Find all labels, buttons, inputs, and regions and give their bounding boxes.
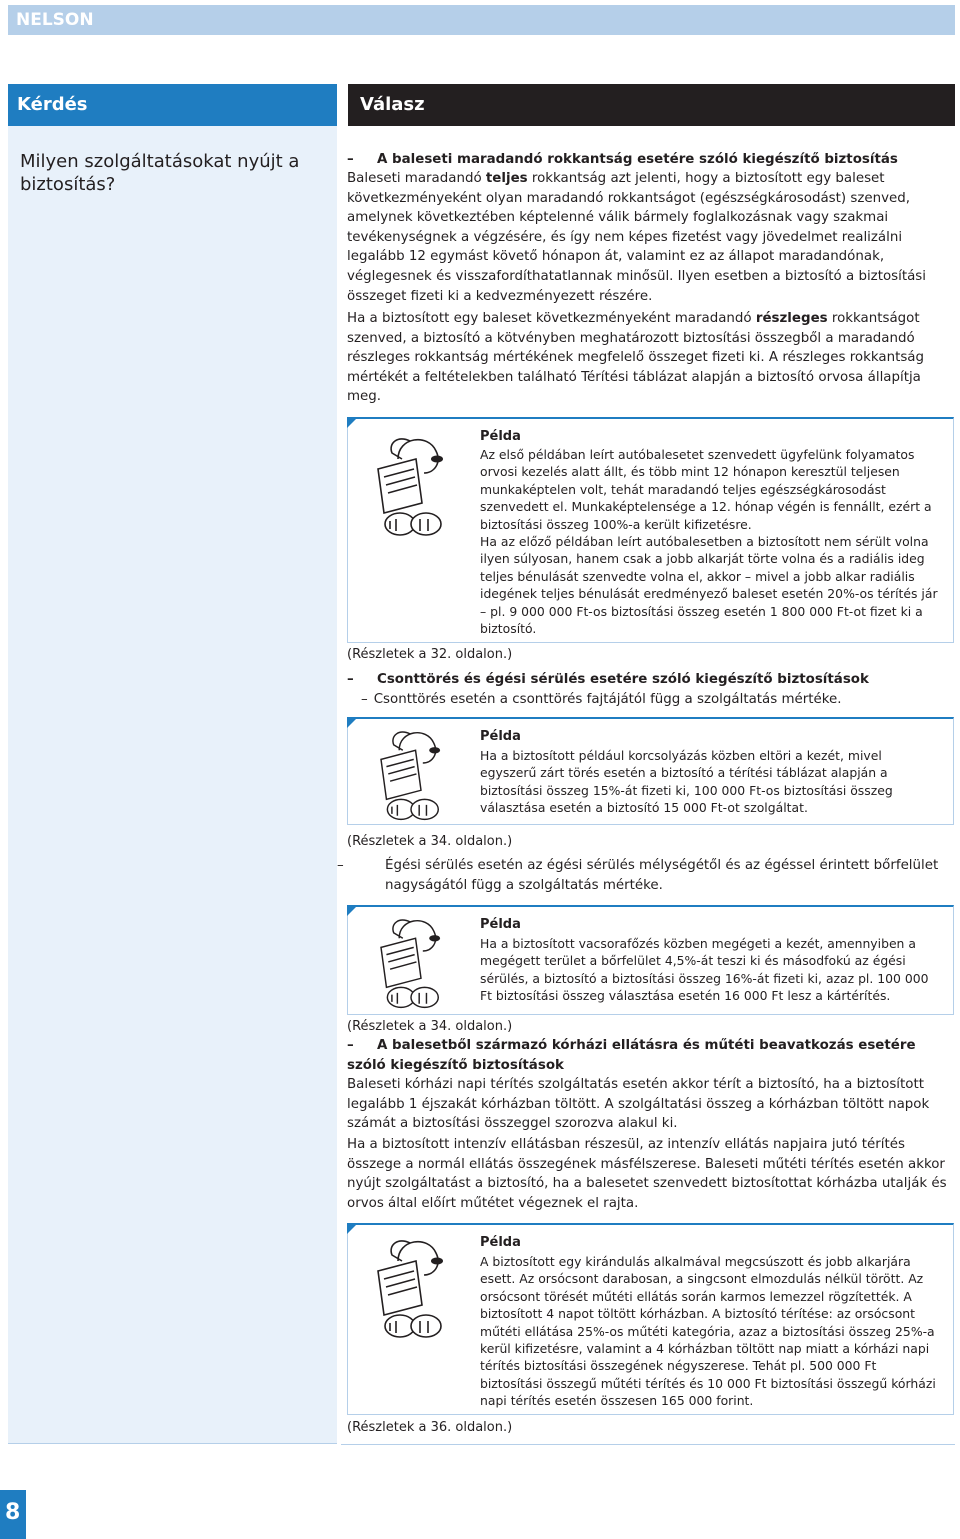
- s1p2-pre: Ha a biztosított egy baleset következményeként maradandó: [347, 311, 756, 326]
- s1p2-bold: részleges: [755, 311, 828, 326]
- section-2-subitem-2: – Égési sérülés esetén az égési sérülés mélységétől és az égéssel érintett bőrfelület nagyságától függ a szolgáltatás mértéke.: [337, 858, 939, 893]
- example-box-3: [347, 905, 954, 1015]
- section-3-title: – A balesetből származó kórházi ellátásra és műtéti beavatkozás esetére szóló kiegészítő biztosítások: [347, 1038, 916, 1073]
- example-2-reference: (Részletek a 34. oldalon.): [347, 834, 513, 849]
- corner-marker-icon: [347, 1223, 358, 1234]
- s1p1-post: rokkantság azt jelenti, hogy a biztosított egy baleset következményeként olyan maradandó rokkantságot (egészségkárosodást) szenved, amelynek következtében képtelenné válik bármely foglalkozásnak vagy szakmai tevékenységnek a végzésére, és így nem képes fizetést vagy jövedelmet realizálni legalább 12 egymást követő hónapon át, valamint ez az állapot maradandónak, véglegesnek és visszafordíthatatlannak minősül. Ilyen esetben a biztosító a biztosítási összeget fizeti ki a kedvezményezett részére.: [347, 171, 926, 304]
- example-box-1: [347, 417, 954, 643]
- section-3-paragraph-2: Ha a biztosított intenzív ellátásban részesül, az intenzív ellátás napjaira jutó térítés összege a normál ellátás összegének másfélszerese. Baleseti műtéti térítés esetén akkor nyújt szolgáltatást a biztosító, ha a balesetet szenvedett biztosítottat kórházba utalják és orvos által előírt műtétet végeznek el rajta.: [347, 1137, 947, 1211]
- section-3-paragraph-1: Baleseti kórházi napi térítés szolgáltatás esetén akkor térít a biztosító, ha a biztosított legalább 1 éjszakát kórházban töltött. A szolgáltatási összeg a kórházban töltött napok számát a biztosítási összeggel szorozva alakul ki.: [347, 1077, 930, 1132]
- example-1-paragraph-1: Az első példában leírt autóbalesetet szenvedett ügyfelünk folyamatos orvosi kezelés alatt állt, és több mint 12 hónapon keresztül teljesen munkaképtelen volt, tehát maradandó teljes egészségkárosodást szenvedett el. Munkaképtelensége a 12. hónap végén is fennállt, ezért a biztosítási összeg 100%-a került kifizetésre.: [480, 447, 932, 532]
- snoopy-reading-icon: [368, 429, 454, 539]
- question-column-header: [8, 84, 337, 126]
- section-3-title-text: A balesetből származó kórházi ellátásra és műtéti beavatkozás esetére szóló kiegészítő biztosítások: [347, 1038, 916, 1073]
- question-header-label: Kérdés: [17, 94, 88, 115]
- answer-column-header: [348, 84, 955, 126]
- section-2-subitem-2-text: Égési sérülés esetén az égési sérülés mélységétől és az égéssel érintett bőrfelület nagyságától függ a szolgáltatás mértéke.: [385, 858, 939, 893]
- snoopy-reading-icon: [368, 911, 454, 1011]
- snoopy-reading-icon: [368, 723, 454, 823]
- s1p1-pre: Baleseti maradandó: [347, 171, 486, 186]
- example-2-title: Példa: [480, 729, 521, 744]
- section-2-title: – Csonttörés és égési sérülés esetére szóló kiegészítő biztosítások: [347, 672, 869, 687]
- section-1-title-text: A baleseti maradandó rokkantság esetére szóló kiegészítő biztosítás: [377, 152, 898, 167]
- question-column: [8, 126, 337, 1444]
- section-1-paragraph-1: [347, 169, 947, 306]
- section-1-title: – A baleseti maradandó rokkantság esetére szóló kiegészítő biztosítás: [347, 152, 898, 167]
- example-1-paragraph-2: Ha az előző példában leírt autóbalesetben a biztosított nem sérült volna ilyen súlyosan, hanem csak a jobb alkarját törte volna és a radiális ideg teljes bénulását szenvedte volna el, akkor – mivel a jobb alkar radiális idegének teljes bénulását eredményező baleset esetén 20%-os térítés jár – pl. 9 000 000 Ft-os biztosítási összeg esetén 1 800 000 Ft-ot fizet ki a biztosító.: [480, 534, 938, 637]
- section-2-title-text: Csonttörés és égési sérülés esetére szóló kiegészítő biztosítások: [377, 672, 869, 687]
- brand-bar: [8, 5, 955, 35]
- example-3-paragraph-1: Ha a biztosított vacsorafőzés közben megégeti a kezét, amennyiben a megégett terület a bőrfelület 4,5%-át teszi ki és másodfokú az égési sérülés, a biztosító a biztosítási összeg 16%-át fizeti ki, azaz pl. 100 000 Ft biztosítási összeg választása esetén 16 000 Ft lesz a kártérítés.: [480, 936, 929, 1004]
- example-1-reference: (Részletek a 32. oldalon.): [347, 647, 513, 662]
- example-4-paragraph-1: A biztosított egy kirándulás alkalmával megcsúszott és jobb alkarjára esett. Az orsócsont darabosan, a singcsont elmozdulás nélkül törött. Az orsócsont törését műtéti ellátás során karmos lemezzel rögzítették. A biztosított 4 napot töltött kórházban. A biztosító térítése: az orsócsont műtéti ellátása 25%-os műtéti kategória, azaz a biztosítási összeg 25%-a kerül kifizetésre, valamint a 4 kórházban töltött nap miatt a kórházi napi térítés biztosítási összegének négyszerese. Tehát pl. 500 000 Ft biztosítási összegű műtéti térítés és 10 000 Ft biztosítási összegű kórházi napi térítés esetén összesen 165 000 forint.: [480, 1254, 936, 1409]
- example-3-reference: (Részletek a 34. oldalon.): [347, 1019, 513, 1034]
- brand-label: NELSON: [16, 10, 94, 30]
- answer-column-divider: [341, 1444, 955, 1445]
- example-box-4: [347, 1223, 954, 1415]
- example-1-title: Példa: [480, 429, 521, 444]
- corner-marker-icon: [347, 417, 358, 428]
- example-4-reference: (Részletek a 36. oldalon.): [347, 1420, 513, 1435]
- section-1-paragraph-2: [347, 309, 947, 407]
- corner-marker-icon: [347, 717, 358, 728]
- question-text: Milyen szolgáltatásokat nyújt a biztosítás?: [20, 151, 300, 195]
- example-4-title: Példa: [480, 1235, 521, 1250]
- example-3-title: Példa: [480, 917, 521, 932]
- section-2-subitem-1-text: Csonttörés esetén a csonttörés fajtájától függ a szolgáltatás mértéke.: [373, 692, 842, 707]
- page-number: 8: [5, 1500, 21, 1525]
- snoopy-reading-icon: [368, 1231, 454, 1341]
- s1p1-bold: teljes: [485, 171, 528, 186]
- s1p2-post: rokkantságot szenved, a biztosító a kötvényben meghatározott biztosítási összegből a maradandó részleges rokkantság mértékének megfelelő összeget fizeti ki. A részleges rokkantság mértékét a feltételekben található Térítési táblázat alapján a biztosító orvosa állapítja meg.: [347, 311, 925, 405]
- example-2-paragraph-1: Ha a biztosított például korcsolyázás közben eltöri a kezét, mivel egyszerű zárt törés esetén a biztosító a térítési táblázat alapján a biztosítási összeg 15%-át fizeti ki, 100 000 Ft-os biztosítási összeg választása esetén a biztosító 15 000 Ft-ot szolgáltat.: [480, 748, 893, 816]
- example-box-2: [347, 717, 954, 825]
- corner-marker-icon: [347, 905, 358, 916]
- section-2-subitem-1: – Csonttörés esetén a csonttörés fajtájától függ a szolgáltatás mértéke.: [361, 692, 842, 707]
- answer-header-label: Válasz: [360, 94, 425, 115]
